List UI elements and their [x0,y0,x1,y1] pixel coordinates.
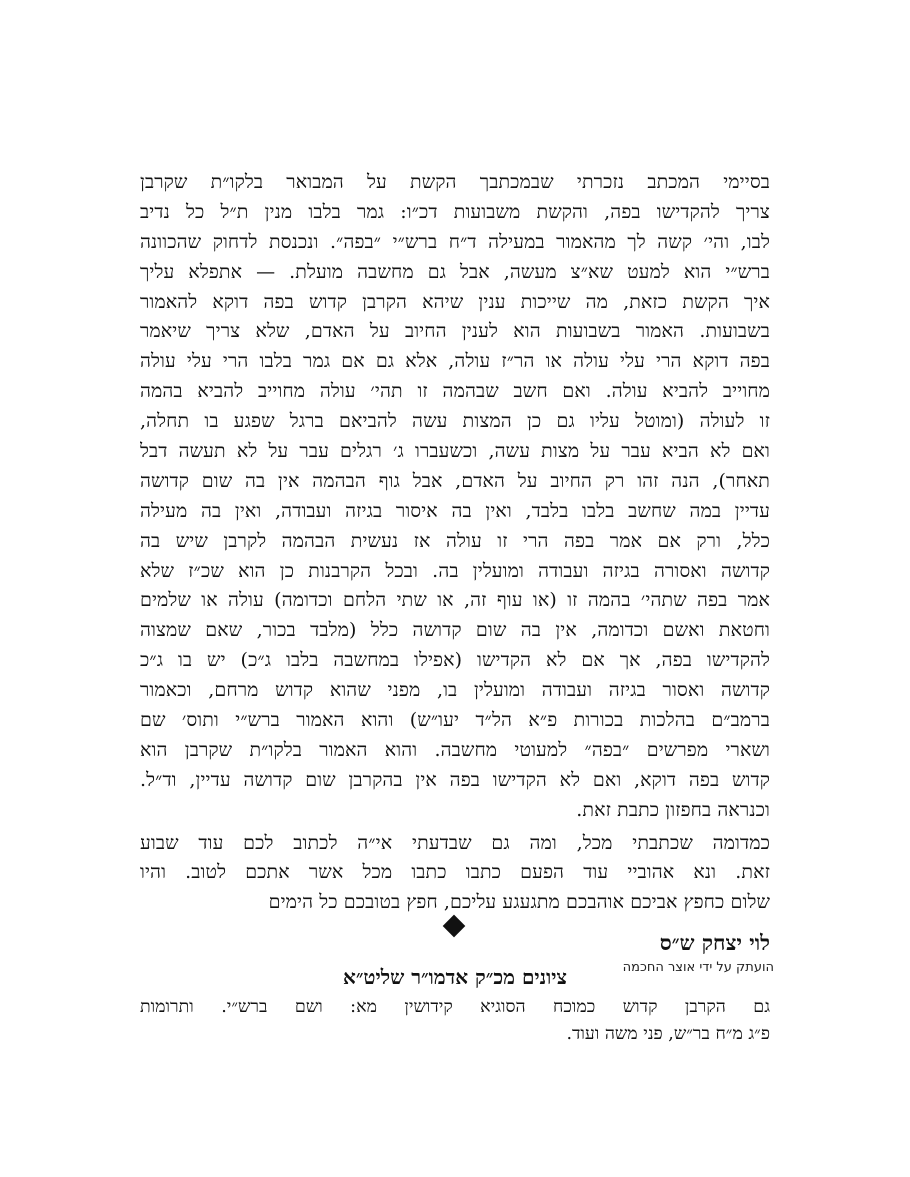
body-line: להקדישו בפה, אך אם לא הקדישו (אפילו במחשבה בלבו ג״כ) יש בו ג״כ [140,649,770,672]
body-line: כלל, ורק אם אמר בפה הרי זו עולה אז נעשית הבהמה לקרבן שיש בה [140,529,770,552]
body-line: ברמב״ם בהלכות בכורות פ״א הל״ד יעו״ש) והוא האמור ברש״י ותוס׳ שם [140,709,770,732]
signature: לוי יצחק ש״ס [659,930,770,956]
body-line: צריך להקדישו בפה, והקשת משבועות דכ״ו: גמר בלבו מנין ת״ל כל נדיב [140,200,770,223]
body-line: אמר בפה שתהי׳ בהמה זו (או עוף זה, או שתי הלחם וכדומה) עולה או שלמים [140,589,770,612]
body-line: בפה דוקא הרי עלי עולה או הר״ז עולה, אלא גם אם גמר בלבו הרי עלי עולה [140,350,770,373]
body-line: תאחר), הנה זהו רק החיוב על האדם, אבל גוף הבהמה אין בה שום קדושה [140,469,770,492]
note-line: פ״ג מ״ח בר״ש, פני משה ועוד. [566,1024,770,1045]
body-line: קדושה ואסורה בגיזה ועבודה ומועלין בה. ובכל הקרבנות כן הוא שכ״ז שלא [140,559,770,582]
body-line: זו לעולה (ומוטל עליו גם כן המצות עשה להביאם ברגל שפגע בו תחלה, [140,410,770,433]
body-line: לבו, והי׳ קשה לך מהאמור במעילה ד״ח ברש״י ״בפה״. ונכנסת לדחוק שהכוונה [140,230,770,253]
body-line: וכנראה בחפזון כתבת זאת. [576,798,770,821]
letter-body [140,168,770,826]
closing-line: זאת. ונא אהוביי עוד הפעם כתבו כתבו מכל אשר אתכם לטוב. והיו [140,861,770,884]
body-line: בסיימי המכתב נזכרתי שבמכתבך הקשת על המבואר בלקו״ת שקרבן [140,171,770,193]
notes-body [140,994,770,1048]
closing-line: כמדומה שכתבתי מכל, ומה גם שבדעתי אי״ה לכתוב לכם עוד שבוע [140,831,770,854]
body-line: ברש״י הוא למעט שא״צ מעשה, אבל גם מחשבה מועלת. — אתפלא עליך [140,260,770,283]
body-line: מחוייב להביא עולה. ואם חשב שבהמה זו תהי׳ עולה מחוייב להביא בהמה [140,380,770,403]
notes-heading: ציונים מכ״ק אדמו״ר שליט״א [342,965,568,990]
watermark-footer: הועתק על ידי אוצר החכמה [622,960,774,975]
body-line: ואם לא הביא עבר על מצות עשה, וכשעברו ג׳ רגלים עבר על לא תעשה דבל [140,440,770,463]
body-line: קדושה ואסור בגיזה ועבודה ומועלין בו, מפני שהוא קדוש מרחם, וכאמור [140,679,770,702]
closing-line: שלום כחפץ אביכם אוהבכם מתגעגע עליכם, חפץ בטובכם כל הימים [268,891,770,914]
body-line: ושארי מפרשים ״בפה״ למעוטי מחשבה. והוא האמור בלקו״ת שקרבן הוא [140,738,770,761]
body-line: קדוש בפה דוקא, ואם לא הקדישו בפה אין בהקרבן שום קדושה עדיין, וד״ל. [140,768,770,791]
body-line: איך הקשת כזאת, מה שייכות ענין שיהא הקרבן קדוש בפה דוקא להאמור [140,290,770,313]
letter-closing [140,829,770,919]
body-line: וחטאת ואשם וכדומה, אין בה שום קדושה כלל (מלבד בכור, שאם שמצוה [140,619,770,642]
body-line: עדיין במה שחשב בלבו בלבד, ואין בה איסור בגיזה ועבודה, ואין בה מעילה [140,499,770,522]
note-line: גם הקרבן קדוש כמוכח הסוגיא קידושין מא: ושם ברש״י. ותרומות [140,997,770,1018]
body-line: בשבועות. האמור בשבועות הוא לענין החיוב על האדם, שלא צריך שיאמר [140,320,770,343]
